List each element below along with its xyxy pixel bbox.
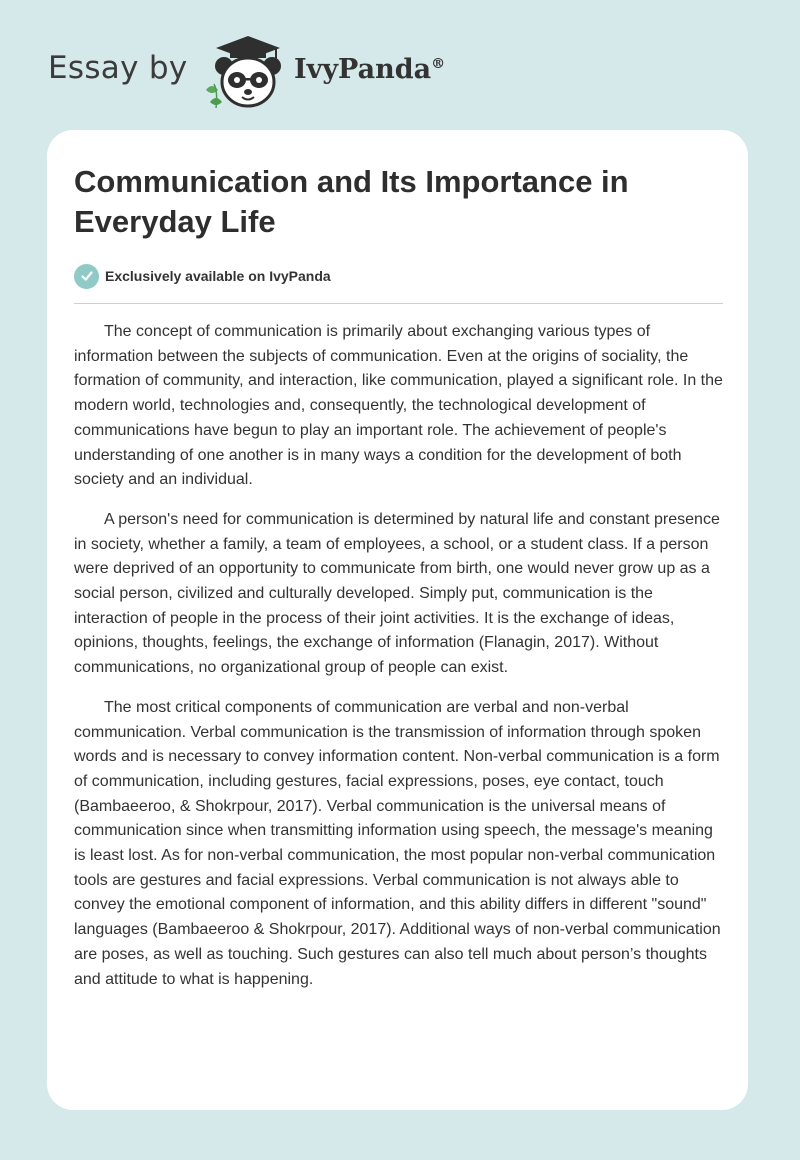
essay-title: Communication and Its Importance in Everyday Life <box>74 164 629 239</box>
essay-body <box>74 320 726 1007</box>
paragraph: The most critical components of communication are verbal and non-verbal communication. Verbal communication is the transmission of information through spoken words and is necessary to convey information content. Non-verbal communication is a form of communication, including gestures, facial expressions, poses, eye contact, touch (Bambaeeroo, & Shokrpour, 2017). Verbal communication is the universal means of communication since when transmitting information using speech, the message's meaning is least lost. As for non-verbal communication, the most popular non-verbal communication tools are gestures and facial expressions. Verbal communication is not always able to convey the emotional component of information, and this ability differs in different "sound" languages (Bambaeeroo & Shokrpour, 2017). Additional ways of non-verbal communication are poses, as well as touching. Such gestures can also tell much about person’s thoughts and attitude to what is happening. <box>74 698 721 988</box>
badge-label: Exclusively available on IvyPanda <box>105 268 331 284</box>
check-circle-icon <box>74 264 99 289</box>
trademark-symbol: ® <box>431 56 446 72</box>
essay-by-label: Essay by <box>48 50 188 86</box>
panda-graduate-icon[interactable] <box>202 34 292 110</box>
paragraph: The concept of communication is primarily about exchanging various types of information between the subjects of communication. Even at the origins of sociality, the formation of community, and interaction, like communication, played a significant role. In the modern world, technologies and, consequently, the technological development of communications have begun to play an important role. The achievement of people's understanding of one another is in many ways a condition for the development of both society and an individual. <box>74 323 723 489</box>
exclusive-badge <box>74 263 331 289</box>
essay-card <box>47 130 748 1110</box>
divider <box>74 303 723 304</box>
brand-name[interactable] <box>294 54 445 85</box>
site-header <box>48 30 648 110</box>
paragraph: A person's need for communication is determined by natural life and constant presence in society, whether a family, a team of employees, a school, or a student class. If a person were deprived of an opportunity to communicate from birth, one would never grow up as a social person, civilized and culturally developed. Simply put, communication is the interaction of people in the process of their joint activities. It is the exchange of ideas, opinions, thoughts, feelings, the exchange of information (Flanagin, 2017). Without communications, no organizational group of people can exist. <box>74 510 720 677</box>
brand-name-text: IvyPanda <box>294 54 432 85</box>
